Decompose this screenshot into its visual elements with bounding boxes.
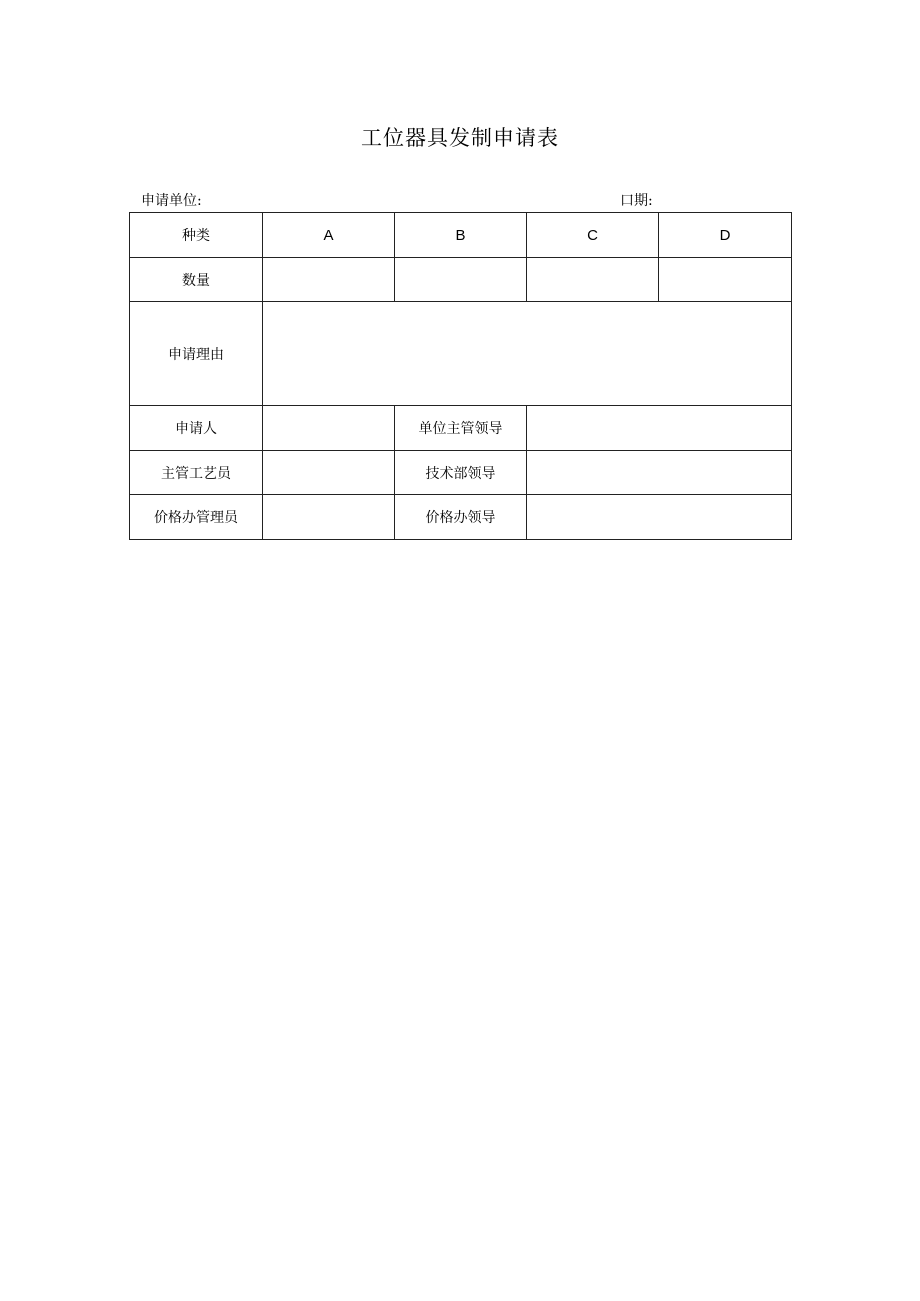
quantity-b-field[interactable] <box>395 258 527 302</box>
tech-leader-field[interactable] <box>527 451 792 495</box>
form-title: 工位器具发制申请表 <box>361 126 559 150</box>
quantity-row <box>130 258 792 302</box>
type-a-cell: A <box>263 213 395 258</box>
type-c-cell: C <box>527 213 659 258</box>
price-admin-row <box>130 495 792 540</box>
date-label: 口期: <box>620 193 653 209</box>
applicant-row <box>130 406 792 451</box>
process-engineer-row <box>130 451 792 495</box>
tech-leader-label-cell: 技术部领导 <box>395 451 527 495</box>
type-b-cell: B <box>395 213 527 258</box>
quantity-label-cell: 数量 <box>130 258 263 302</box>
quantity-a-field[interactable] <box>263 258 395 302</box>
application-form-table <box>129 212 792 540</box>
reason-label-cell: 申请理由 <box>130 302 263 406</box>
reason-field[interactable] <box>263 302 792 406</box>
applicant-field[interactable] <box>263 406 395 451</box>
applicant-label-cell: 申请人 <box>130 406 263 451</box>
process-engineer-field[interactable] <box>263 451 395 495</box>
price-leader-label-cell: 价格办领导 <box>395 495 527 540</box>
process-engineer-label-cell: 主管工艺员 <box>130 451 263 495</box>
type-d-cell: D <box>659 213 792 258</box>
unit-leader-label-cell: 单位主管领导 <box>395 406 527 451</box>
price-admin-label-cell: 价格办管理员 <box>130 495 263 540</box>
applicant-unit-label: 申请单位: <box>141 193 202 209</box>
type-row <box>130 213 792 258</box>
quantity-c-field[interactable] <box>527 258 659 302</box>
type-label-cell: 种类 <box>130 213 263 258</box>
reason-row <box>130 302 792 406</box>
quantity-d-field[interactable] <box>659 258 792 302</box>
unit-leader-field[interactable] <box>527 406 792 451</box>
price-admin-field[interactable] <box>263 495 395 540</box>
price-leader-field[interactable] <box>527 495 792 540</box>
